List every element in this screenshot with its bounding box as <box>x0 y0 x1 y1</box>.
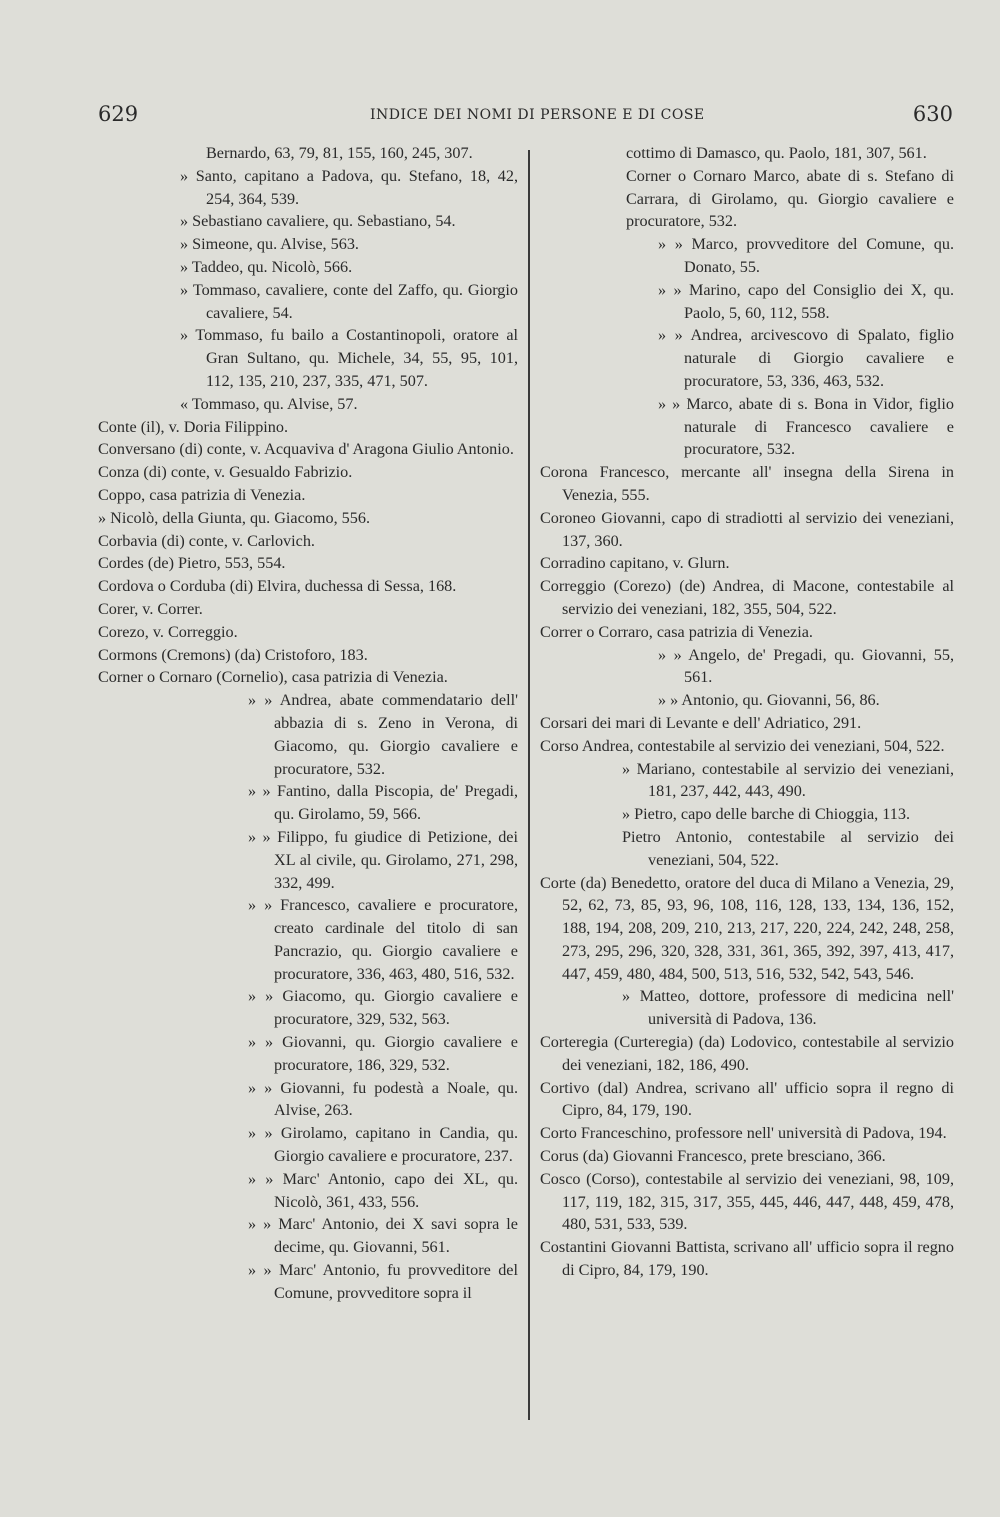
index-entry: » Pietro, capo delle barche di Chioggia, 113. <box>622 805 910 824</box>
index-entry: Costantini Giovanni Battista, scrivano all' ufficio sopra il regno di Cipro, 84, 179, 190. <box>540 1238 954 1280</box>
index-entry: » » Marino, capo del Consiglio dei X, qu. Paolo, 5, 60, 112, 558. <box>658 280 954 322</box>
index-entry: Corso Andrea, contestabile al servizio dei veneziani, 504, 522. <box>540 736 945 755</box>
index-entry: Conversano (di) conte, v. Acquaviva d' Aragona Giulio Antonio. <box>98 440 514 459</box>
index-entry: Corradino capitano, v. Glurn. <box>540 554 730 573</box>
index-entry: Conza (di) conte, v. Gesualdo Fabrizio. <box>98 463 353 482</box>
index-entry: » » Giacomo, qu. Giorgio cavaliere e procuratore, 329, 532, 563. <box>248 987 518 1029</box>
index-entry: » » Angelo, de' Pregadi, qu. Giovanni, 55, 561. <box>658 645 954 687</box>
index-entry: » Simeone, qu. Alvise, 563. <box>180 235 359 254</box>
index-entry: » » Marc' Antonio, capo dei XL, qu. Nicolò, 361, 433, 556. <box>248 1169 518 1211</box>
index-entry: » Santo, capitano a Padova, qu. Stefano, 18, 42, 254, 364, 539. <box>180 166 518 208</box>
column-divider <box>528 150 530 1420</box>
index-entry: » » Andrea, abate commendatario dell' abbazia di s. Zeno in Verona, di Giacomo, qu. Giorgio cavaliere e procuratore, 532. <box>248 691 518 778</box>
index-entry: » » Marco, provveditore del Comune, qu. Donato, 55. <box>658 235 954 276</box>
index-entry: » » Marco, abate di s. Bona in Vidor, figlio naturale di Francesco cavaliere e procuratore, 532. <box>658 394 954 459</box>
index-entry: Cosco (Corso), contestabile al servizio dei veneziani, 98, 109, 117, 119, 182, 315, 317, 355, 445, 446, 447, 448, 459, 478, 480, 531, 533, 539. <box>540 1169 954 1234</box>
index-entry: » » Marc' Antonio, fu provveditore del Comune, provveditore sopra il <box>248 1261 518 1302</box>
index-entry: » » Andrea, arcivescovo di Spalato, figlio naturale di Giorgio cavaliere e procuratore, 53, 336, 463, 532. <box>658 326 954 390</box>
index-entry: Corbavia (di) conte, v. Carlovich. <box>98 531 315 550</box>
index-entry: Corner o Cornaro (Cornelio), casa patrizia di Venezia. <box>98 668 448 687</box>
index-entry: » » Girolamo, capitano in Candia, qu. Giorgio cavaliere e procuratore, 237. <box>248 1124 518 1166</box>
index-entry: Pietro Antonio, contestabile al servizio dei veneziani, 504, 522. <box>622 827 954 869</box>
index-entry: Correr o Corraro, casa patrizia di Venezia. <box>540 622 813 641</box>
index-entry: Corer, v. Correr. <box>98 599 203 618</box>
index-entry: Cordova o Corduba (di) Elvira, duchessa di Sessa, 168. <box>98 577 457 596</box>
index-entry: Bernardo, 63, 79, 81, 155, 160, 245, 307. <box>206 144 473 162</box>
index-entry: Corsari dei mari di Levante e dell' Adriatico, 291. <box>540 713 862 732</box>
left-column <box>98 142 518 1305</box>
index-entry: » » Francesco, cavaliere e procuratore, creato cardinale del titolo di san Pancrazio, qu. Giorgio cavaliere e procuratore, 336, 463, 480, 516, 532. <box>248 896 518 983</box>
index-entry: » » Giovanni, qu. Giorgio cavaliere e procuratore, 186, 329, 532. <box>248 1033 518 1074</box>
index-entry: Conte (il), v. Doria Filippino. <box>98 417 289 436</box>
index-entry: » » Fantino, dalla Piscopia, de' Pregadi, qu. Girolamo, 59, 566. <box>248 782 518 824</box>
index-entry: » Tommaso, cavaliere, conte del Zaffo, qu. Giorgio cavaliere, 54. <box>180 280 518 322</box>
page-header <box>98 98 953 128</box>
page-number-right: 630 <box>912 102 953 126</box>
index-entry: » » Giovanni, fu podestà a Noale, qu. Alvise, 263. <box>248 1078 518 1120</box>
index-entry: Coppo, casa patrizia di Venezia. <box>98 485 306 504</box>
index-entry: » Taddeo, qu. Nicolò, 566. <box>180 257 353 276</box>
index-entry: Coroneo Giovanni, capo di stradiotti al servizio dei veneziani, 137, 360. <box>540 508 954 550</box>
index-entry: » Mariano, contestabile al servizio dei veneziani, 181, 237, 442, 443, 490. <box>622 759 954 801</box>
index-entry: Corte (da) Benedetto, oratore del duca di Milano a Venezia, 29, 52, 62, 73, 85, 93, 96, 108, 116, 128, 133, 134, 136, 152, 188, 194, 208, 209, 210, 213, 217, 220, 224, 242, 248, 258, 273, 295, 296, 320, 328, 331, 361, 365, 392, 397, 413, 417, 447, 459, 480, 484, 500, 513, 516, 532, 542, 543, 546. <box>540 873 954 983</box>
index-entry: » » Marc' Antonio, dei X savi sopra le decime, qu. Giovanni, 561. <box>248 1215 518 1257</box>
index-entry: Corus (da) Giovanni Francesco, prete bresciano, 366. <box>540 1147 886 1166</box>
running-title: INDICE DEI NOMI DI PERSONE E DI COSE <box>370 107 705 123</box>
index-entry: Corezo, v. Correggio. <box>98 622 238 641</box>
index-entry: « Tommaso, qu. Alvise, 57. <box>180 394 358 413</box>
index-entry: Corona Francesco, mercante all' insegna della Sirena in Venezia, 555. <box>540 463 954 504</box>
index-entry: Corner o Cornaro Marco, abate di s. Stefano di Carrara, di Girolamo, qu. Giorgio cavaliere e procuratore, 532. <box>626 166 954 231</box>
index-entry: » Sebastiano cavaliere, qu. Sebastiano, 54. <box>180 212 456 231</box>
index-entry: Cortivo (dal) Andrea, scrivano all' ufficio sopra il regno di Cipro, 84, 179, 190. <box>540 1078 954 1120</box>
index-entry: Corto Franceschino, professore nell' università di Padova, 194. <box>540 1124 947 1143</box>
index-entry: Cordes (de) Pietro, 553, 554. <box>98 554 286 573</box>
index-entry: » » Antonio, qu. Giovanni, 56, 86. <box>658 691 880 710</box>
page-number-left: 629 <box>98 102 139 126</box>
index-entry: Cormons (Cremons) (da) Cristoforo, 183. <box>98 645 368 664</box>
index-entry: Correggio (Corezo) (de) Andrea, di Macone, contestabile al servizio dei veneziani, 182, 355, 504, 522. <box>540 577 954 618</box>
right-column <box>540 142 954 1282</box>
index-entry: » » Filippo, fu giudice di Petizione, dei XL al civile, qu. Girolamo, 271, 298, 332, 499. <box>248 827 518 892</box>
index-entry: » Matteo, dottore, professore di medicina nell' università di Padova, 136. <box>622 987 954 1029</box>
index-entry: cottimo di Damasco, qu. Paolo, 181, 307, 561. <box>626 144 927 162</box>
index-entry: » Nicolò, della Giunta, qu. Giacomo, 556. <box>98 508 370 527</box>
index-entry: Corteregia (Curteregia) (da) Lodovico, contestabile al servizio dei veneziani, 182, 186, 490. <box>540 1033 954 1074</box>
index-entry: » Tommaso, fu bailo a Costantinopoli, oratore al Gran Sultano, qu. Michele, 34, 55, 95, 101, 112, 135, 210, 237, 335, 471, 507. <box>180 326 518 390</box>
